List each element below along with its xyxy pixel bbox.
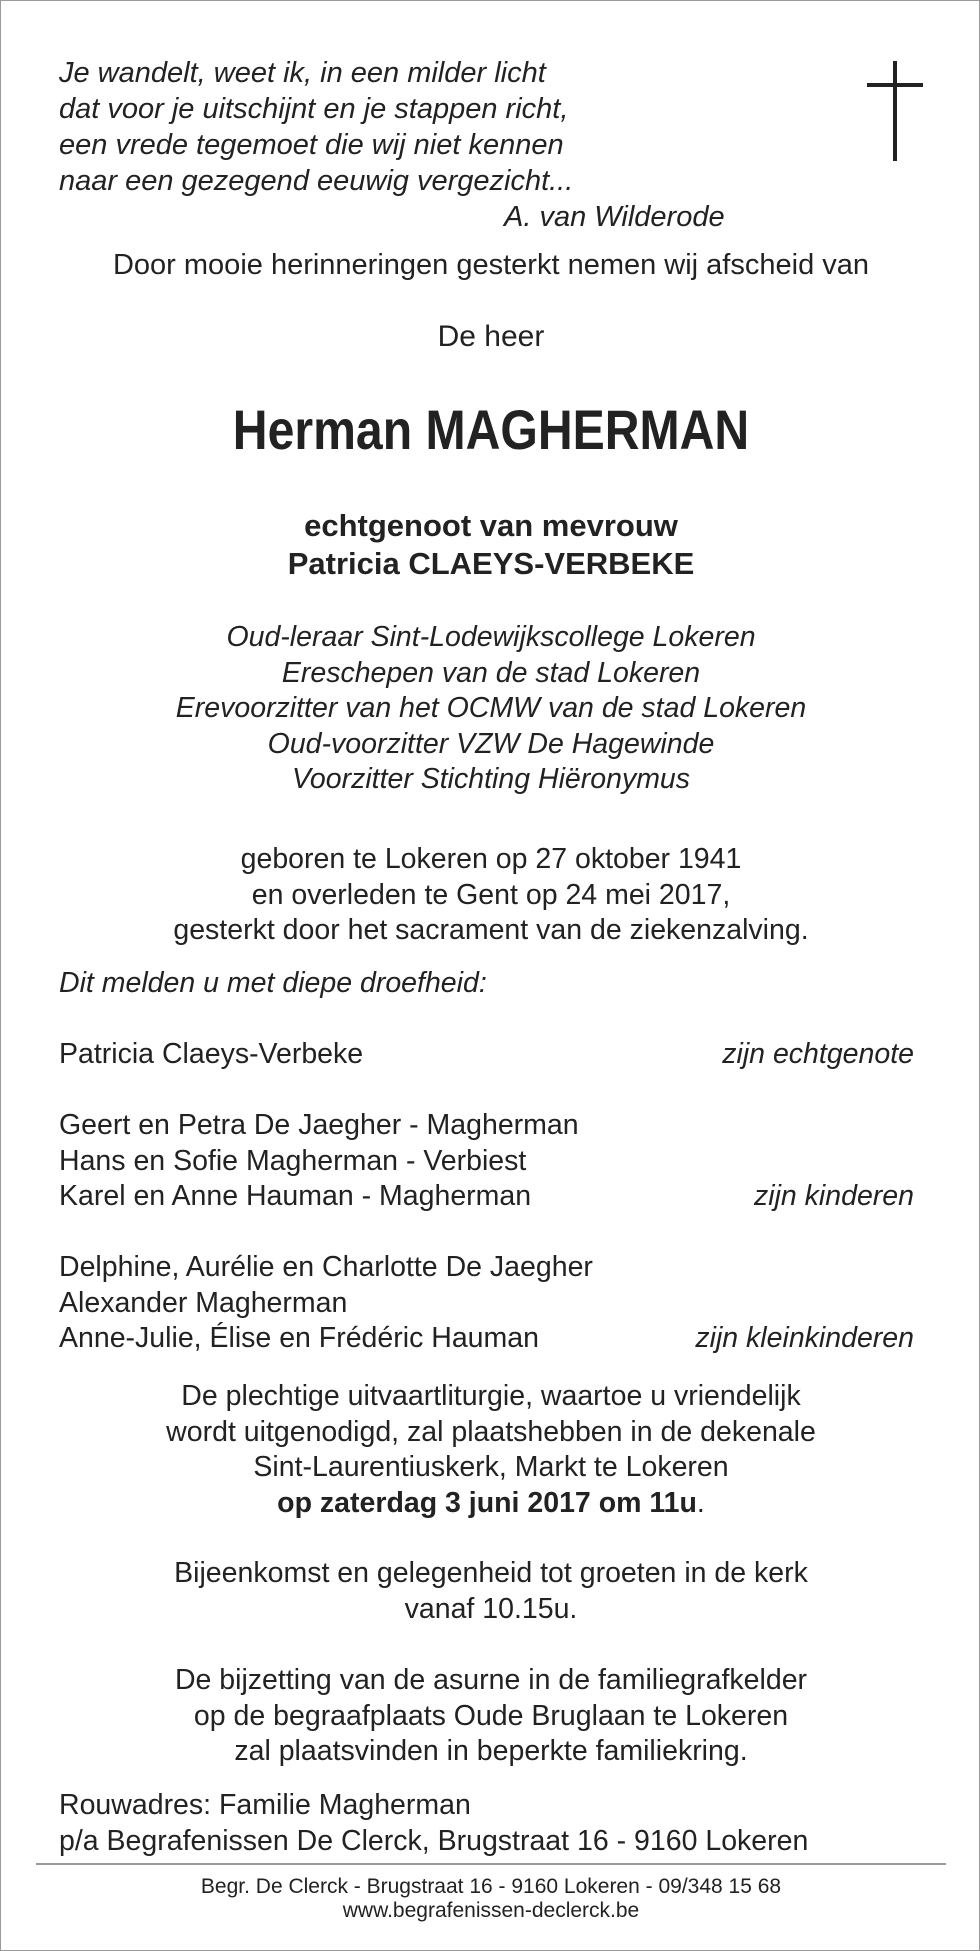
relation-label: zijn kinderen [753,1180,914,1212]
burial-line: op de begraafplaats Oude Bruglaan te Lokeren [193,1699,789,1732]
announcement: Dit melden u met diepe droefheid: [59,967,487,999]
family-member: Alexander Magherman [59,1286,348,1319]
funeral-date: op zaterdag 3 juni 2017 om 11u [277,1486,697,1519]
family-member: Hans en Sofie Magherman - Verbiest [59,1144,527,1177]
mourning-address [59,1788,808,1859]
family-member: Geert en Petra De Jaegher - Magherman [59,1109,579,1141]
divider [36,1863,946,1865]
family-row [59,1144,914,1180]
poem-line: dat voor je uitschijnt en je stappen richt, [59,93,569,125]
family-member: Patricia Claeys-Verbeke [59,1038,364,1070]
family-row [59,1321,914,1357]
death-line: en overleden te Gent op 24 mei 2017, [251,878,731,911]
family-member: Anne-Julie, Élise en Frédéric Hauman [59,1322,539,1354]
deceased-name: Herman MAGHERMAN [232,398,750,461]
family-grandchildren [59,1250,914,1357]
poem [59,55,725,235]
birth-line: geboren te Lokeren op 27 oktober 1941 [240,843,742,875]
funeral-line: De plechtige uitvaartliturgie, waartoe u vriendelijk [181,1380,801,1412]
funeral-date-line [1,1486,980,1522]
relation-label: zijn echtgenote [722,1038,914,1070]
burial-info [1,1663,980,1770]
honorific: De heer [437,320,545,353]
funeral-info [1,1379,980,1521]
family-children [59,1108,914,1215]
function-item: Oud-leraar Sint-Lodewijkscollege Lokeren [226,621,756,653]
cross-icon [860,61,930,161]
meeting-info [1,1556,980,1627]
address-line: Rouwadres: Familie Magherman [59,1789,471,1821]
meeting-line: vanaf 10.15u. [404,1592,578,1625]
funeral-line: Sint-Laurentiuskerk, Markt te Lokeren [253,1451,729,1483]
poem-line: naar een gezegend eeuwig vergezicht... [59,165,574,197]
spouse-info [1,507,980,583]
funeral-home-website[interactable]: www.begrafenissen-declerck.be [342,1899,640,1922]
footer [1,1875,980,1923]
relation-label: zijn kleinkinderen [695,1322,914,1354]
poem-line: een vrede tegemoet die wij niet kennen [59,129,564,161]
burial-line: zal plaatsvinden in beperkte familiekring. [234,1735,748,1767]
funeral-home-info: Begr. De Clerck - Brugstraat 16 - 9160 Lokeren - 09/348 15 68 [200,1875,782,1898]
poem-author: A. van Wilderode [504,201,725,233]
birth-death-info [1,842,980,949]
function-item: Erevoorzitter van het OCMW van de stad Lokeren [175,692,807,724]
spouse-name: Patricia CLAEYS-VERBEKE [287,546,695,581]
burial-line: De bijzetting van de asurne in de familiegrafkelder [174,1664,808,1696]
family-member: Karel en Anne Hauman - Magherman [59,1180,532,1212]
functions-list [1,620,980,798]
family-row [59,1286,914,1322]
poem-line: Je wandelt, weet ik, in een milder licht [59,57,546,89]
function-item: Voorzitter Stichting Hiëronymus [291,763,691,795]
sacrament-line: gesterkt door het sacrament van de ziekenzalving. [173,914,809,946]
family-row [59,1179,914,1215]
family-spouse [59,1037,914,1073]
address-line: p/a Begrafenissen De Clerck, Brugstraat 16 - 9160 Lokeren [59,1824,809,1857]
spouse-line: echtgenoot van mevrouw [304,508,678,543]
family-row [59,1037,914,1073]
intro-text: Door mooie herinneringen gesterkt nemen wij afscheid van [112,249,870,281]
function-item: Ereschepen van de stad Lokeren [281,656,701,689]
function-item: Oud-voorzitter VZW De Hagewinde [267,727,715,760]
family-row [59,1108,914,1144]
funeral-date-suffix: . [696,1486,705,1519]
meeting-line: Bijeenkomst en gelegenheid tot groeten in de kerk [174,1557,808,1589]
family-member: Delphine, Aurélie en Charlotte De Jaegher [59,1251,593,1283]
family-row [59,1250,914,1286]
funeral-line: wordt uitgenodigd, zal plaatshebben in de dekenale [166,1415,816,1448]
